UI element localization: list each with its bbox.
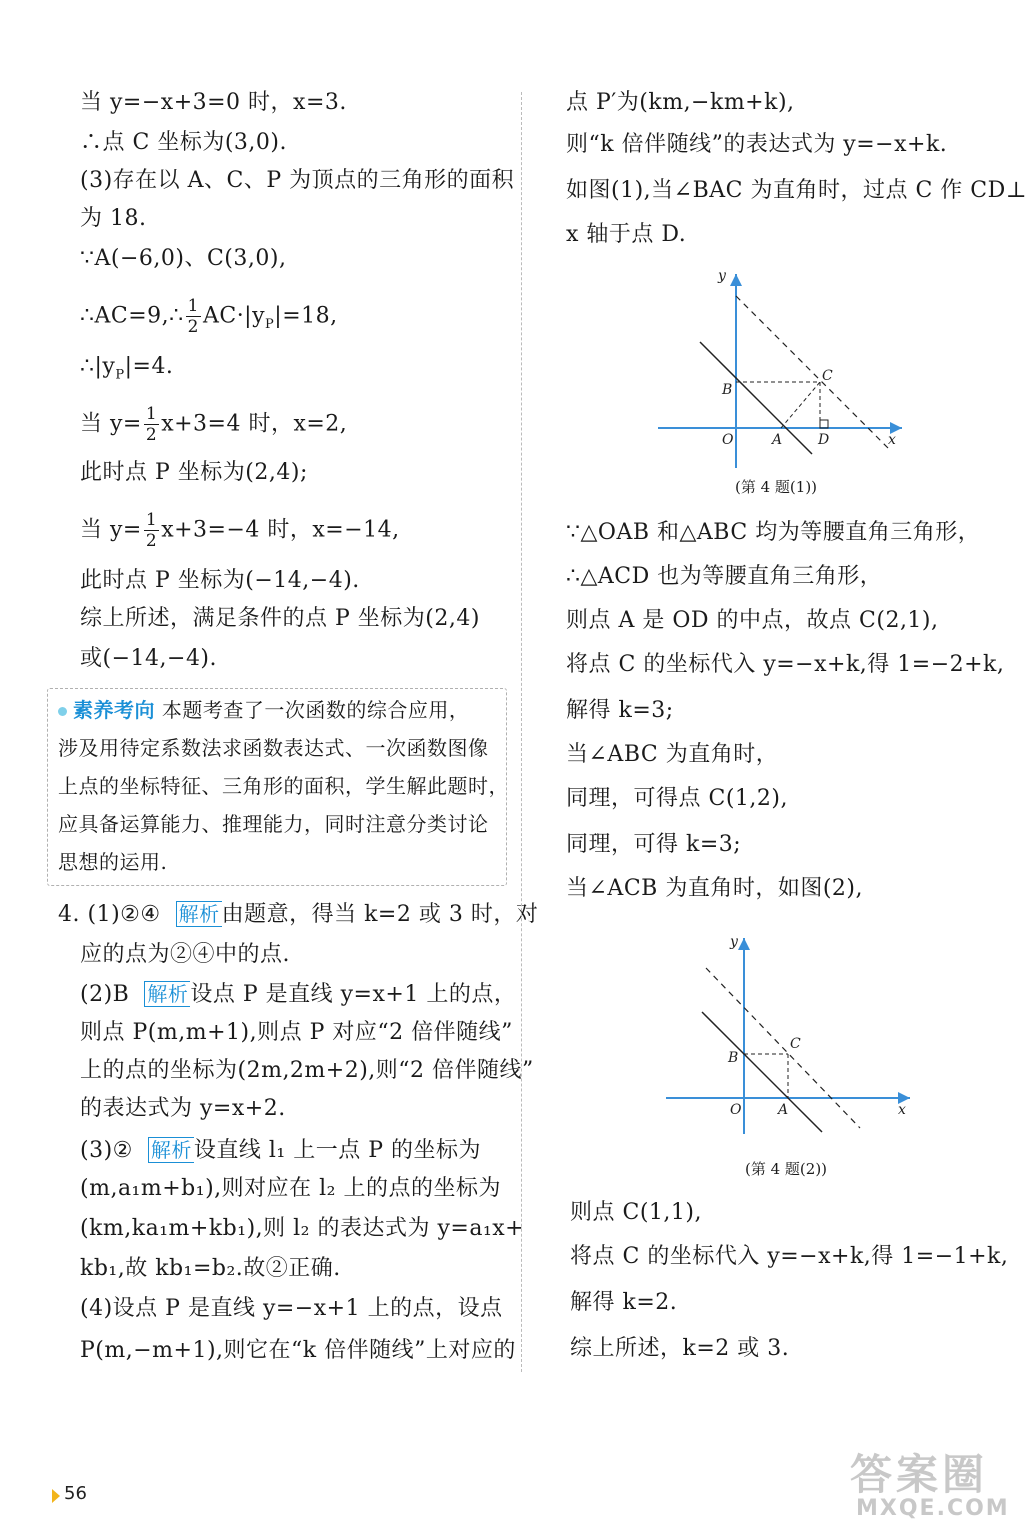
column-divider bbox=[521, 92, 522, 1372]
bullet-dot-icon bbox=[58, 707, 67, 716]
line-ab bbox=[700, 342, 812, 454]
text-line: 或(−14,−4). bbox=[80, 646, 218, 671]
segment-ac bbox=[781, 382, 820, 428]
text-fragment: (3)② bbox=[80, 1138, 133, 1163]
text-fragment: 设直线 l₁ 上一点 P 的坐标为 bbox=[193, 1138, 482, 1163]
formula-line bbox=[80, 296, 338, 340]
text-fragment: 设点 P 是直线 y=x+1 上的点， bbox=[190, 982, 517, 1007]
q4-line: kb₁,故 kb₁=b₂.故②正确. bbox=[80, 1256, 341, 1281]
label-x: x bbox=[888, 432, 896, 448]
text-fragment: 本题考查了一次函数的综合应用， bbox=[161, 698, 470, 722]
box-line: 上点的坐标特征、三角形的面积，学生解此题时， bbox=[58, 774, 509, 798]
text-line: ∴点 C 坐标为(3,0). bbox=[80, 130, 287, 155]
text-line: (3)存在以 A、C、P 为顶点的三角形的面积 bbox=[80, 168, 515, 193]
text-line: 当∠ACB 为直角时，如图(2), bbox=[566, 876, 863, 901]
text-fragment: x+3=−4 时，x=−14, bbox=[161, 517, 400, 543]
formula-line bbox=[80, 352, 173, 390]
label-y: y bbox=[730, 934, 738, 950]
text-line: 当∠ABC 为直角时， bbox=[566, 742, 779, 767]
text-line: ∵A(−6,0)、C(3,0), bbox=[80, 246, 287, 271]
text-fragment: ∴AC=9,∴ bbox=[80, 303, 184, 329]
text-line: 点 P′为(km,−km+k), bbox=[566, 90, 795, 115]
label-y: y bbox=[718, 268, 726, 284]
subscript: P bbox=[265, 316, 275, 332]
text-line: 当 y=−x+3=0 时，x=3. bbox=[80, 90, 347, 115]
literacy-note-box bbox=[47, 688, 507, 886]
text-fragment: |=18, bbox=[274, 303, 338, 329]
box-line: 涉及用待定系数法求函数表达式、一次函数图像 bbox=[58, 736, 489, 760]
text-line: 将点 C 的坐标代入 y=−x+k,得 1=−2+k, bbox=[566, 652, 1005, 677]
page-marker-icon bbox=[52, 1489, 60, 1503]
box-line bbox=[58, 695, 469, 725]
watermark-bottom-text: MXQE.COM bbox=[856, 1496, 1010, 1521]
text-fragment: 4. (1)②④ bbox=[58, 902, 161, 927]
watermark-logo bbox=[830, 1438, 1020, 1528]
fraction-numerator: 1 bbox=[145, 510, 158, 530]
dashed-line-c bbox=[736, 296, 888, 448]
text-line: 解得 k=2. bbox=[570, 1290, 678, 1315]
q4-line: (m,a₁m+b₁),则对应在 l₂ 上的点的坐标为 bbox=[80, 1176, 501, 1201]
text-line: 此时点 P 坐标为(−14,−4). bbox=[80, 568, 360, 593]
formula-line bbox=[80, 404, 347, 445]
analysis-tag: 解析 bbox=[144, 981, 190, 1007]
text-line: 则点 C(1,1), bbox=[570, 1200, 702, 1225]
text-line: 同理，可得 k=3; bbox=[566, 832, 742, 857]
label-o: O bbox=[730, 1102, 742, 1118]
label-o: O bbox=[722, 432, 734, 448]
text-line: 此时点 P 坐标为(2,4); bbox=[80, 460, 308, 485]
q4-line: P(m,−m+1),则它在“k 倍伴随线”上对应的 bbox=[80, 1338, 516, 1363]
text-line: 综上所述，k=2 或 3. bbox=[570, 1336, 790, 1361]
fraction-denominator: 2 bbox=[187, 317, 199, 337]
text-line: 将点 C 的坐标代入 y=−x+k,得 1=−1+k, bbox=[570, 1244, 1009, 1269]
text-line: 解得 k=3; bbox=[566, 698, 674, 723]
fraction bbox=[144, 404, 159, 445]
text-fragment: |=4. bbox=[124, 354, 174, 379]
label-b: B bbox=[728, 1050, 739, 1066]
text-line: 则点 A 是 OD 的中点，故点 C(2,1), bbox=[566, 608, 939, 633]
fraction-denominator: 2 bbox=[145, 425, 158, 445]
q4-line: 上的点的坐标为(2m,2m+2),则“2 倍伴随线” bbox=[80, 1058, 534, 1083]
text-fragment: x+3=4 时，x=2, bbox=[161, 411, 348, 437]
text-fragment: 当 y= bbox=[80, 517, 142, 543]
text-fragment: 当 y= bbox=[80, 411, 142, 437]
q4-line bbox=[80, 980, 516, 1010]
box-line: 思想的运用. bbox=[58, 850, 168, 874]
label-d: D bbox=[818, 432, 830, 448]
fraction-numerator: 1 bbox=[187, 296, 199, 316]
line-ab bbox=[702, 1012, 822, 1132]
text-line: x 轴于点 D. bbox=[566, 222, 687, 247]
formula-line bbox=[80, 510, 400, 551]
box-line: 应具备运算能力、推理能力，同时注意分类讨论 bbox=[58, 812, 489, 836]
fraction-denominator: 2 bbox=[145, 531, 158, 551]
watermark-top-text: 答案圈 bbox=[850, 1450, 989, 1499]
q4-line bbox=[80, 1136, 481, 1166]
text-fragment: ∴|y bbox=[80, 354, 116, 379]
fraction bbox=[144, 510, 159, 551]
analysis-tag: 解析 bbox=[148, 1137, 194, 1163]
right-angle-mark bbox=[820, 420, 828, 428]
q4-line: 的表达式为 y=x+2. bbox=[80, 1096, 286, 1121]
text-line: 则“k 倍伴随线”的表达式为 y=−x+k. bbox=[566, 132, 948, 157]
text-line: 为 18. bbox=[80, 206, 147, 231]
text-fragment: (2)B bbox=[80, 982, 130, 1007]
q4-line bbox=[58, 900, 538, 930]
text-line: ∵△OAB 和△ABC 均为等腰直角三角形， bbox=[566, 520, 981, 545]
figure-1 bbox=[650, 262, 910, 472]
analysis-tag: 解析 bbox=[176, 901, 222, 927]
label-c: C bbox=[790, 1036, 801, 1052]
text-fragment: AC·|y bbox=[202, 303, 266, 329]
label-a: A bbox=[778, 1102, 789, 1118]
label-x: x bbox=[898, 1102, 906, 1118]
figure-2-caption: (第 4 题(2)) bbox=[745, 1160, 828, 1178]
label-c: C bbox=[822, 368, 833, 384]
q4-line: 则点 P(m,m+1),则点 P 对应“2 倍伴随线” bbox=[80, 1020, 513, 1045]
label-b: B bbox=[722, 382, 733, 398]
box-title: 素养考向 bbox=[73, 698, 155, 722]
figure-1-caption: (第 4 题(1)) bbox=[735, 478, 818, 496]
fraction bbox=[186, 296, 201, 337]
text-line: ∴△ACD 也为等腰直角三角形， bbox=[566, 564, 883, 589]
page-number: 56 bbox=[64, 1483, 87, 1504]
q4-line: (km,ka₁m+kb₁),则 l₂ 的表达式为 y=a₁x+ bbox=[80, 1216, 525, 1241]
figure-2 bbox=[660, 928, 920, 1138]
text-fragment: 由题意，得当 k=2 或 3 时，对 bbox=[221, 902, 539, 927]
q4-line: (4)设点 P 是直线 y=−x+1 上的点，设点 bbox=[80, 1296, 503, 1321]
label-a: A bbox=[772, 432, 783, 448]
subscript: P bbox=[115, 367, 125, 383]
text-line: 同理，可得点 C(1,2), bbox=[566, 786, 788, 811]
fraction-numerator: 1 bbox=[145, 404, 158, 424]
q4-line: 应的点为②④中的点. bbox=[80, 942, 290, 967]
text-line: 综上所述，满足条件的点 P 坐标为(2,4) bbox=[80, 606, 480, 631]
text-line: 如图(1),当∠BAC 为直角时，过点 C 作 CD⊥ bbox=[566, 178, 1027, 203]
